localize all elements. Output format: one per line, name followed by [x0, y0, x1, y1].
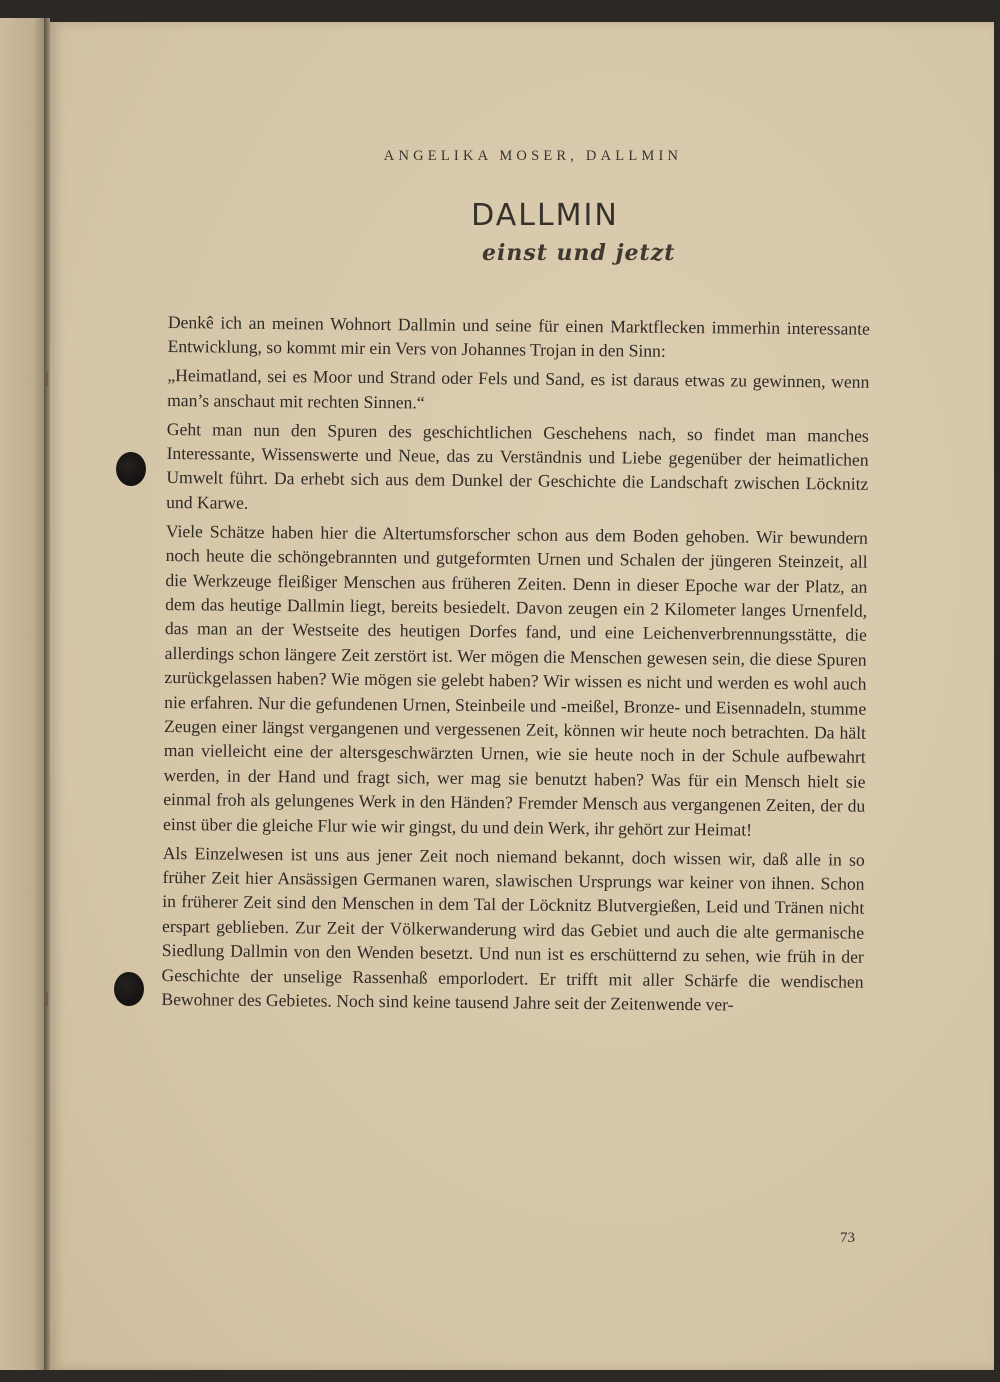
article-subtitle: einst und jetzt: [482, 240, 676, 266]
facing-page-edge: [0, 18, 48, 1370]
paragraph-germans: Als Einzelwesen ist uns aus jener Zeit noch niemand bekannt, doch wissen wir, daß alle in so früher Zeit hier Ansässigen Germanen waren, slawischen Ursprungs war keiner von ihnen. Schon in früherer Zeit sind den Menschen in dem Tal der Löcknitz Blutvergießen, Leid und Tränen nicht erspart geblieben. Zur Zeit der Völkerwanderung wird das Gebiet und auch die alte germanische Siedlung Dallmin von den Wenden besetzt. Und nun ist es erschütternd zu sehen, wie früh in der Geschichte der unselige Rassenhaß emporlodert. Er trifft mit aller Schärfe die wendischen Bewohner des Gebietes. Noch sind keine tausend Jahre seit der Zeitenwende ver-: [161, 842, 865, 1015]
punch-hole: [114, 972, 144, 1006]
book-page: [50, 22, 994, 1370]
paragraph-finds: Viele Schätze haben hier die Altertumsforscher schon aus dem Boden gehoben. Wir bewundern noch heute die schöngebrannten und gutgeformten Urnen und Schalen der jüngeren Steinzeit, all die Werkzeuge fleißiger Menschen aus früheren Zeiten. Denn in dieser Epoche war der Platz, an dem das heutige Dallmin liegt, bereits besiedelt. Davon zeugen ein 2 Kilometer langes Urnenfeld, das man an der Westseite des heutigen Dorfes fand, und eine Leichenverbrennungsstätte, die allerdings schon längere Zeit zerstört ist. Wer mögen die Menschen gewesen sein, die diese Spuren zurückgelassen haben? Wie mögen sie gelebt haben? Wir wissen es nicht und werden es wohl auch nie erfahren. Nur die gefundenen Urnen, Steinbeile und -meißel, Bronze- und Eisennadeln, stumme Zeugen einer längst vergangenen und vergessenen Zeit, können wir heute noch betrachten. Da hält man vielleicht eine der altersgeschwärzten Urnen, wie sie heute noch in der Schule aufbewahrt werden, in der Hand und fragt sich, wer mag sie benutzt haben? Was für ein Mensch hielt sie einmal froh als gelungenes Werk in den Händen? Fremder Mensch aus vergangenen Zeiten, der du einst über die gleiche Flur wie wir gingst, du und dein Werk, ihr gehört zur Heimat!: [162, 520, 868, 840]
running-head: ANGELIKA MOSER, DALLMIN: [383, 148, 683, 164]
punch-hole: [116, 452, 146, 486]
article-title: DALLMIN: [471, 198, 619, 233]
binding-thread: [45, 372, 48, 386]
paragraph-intro: Denkê ich an meinen Wohnort Dallmin und seine für einen Marktflecken immerhin interessante Entwicklung, so kommt mir ein Vers von Johannes Trojan in den Sinn:: [167, 311, 870, 362]
paragraph-quote: „Heimatland, sei es Moor und Strand oder Fels und Sand, es ist daraus etwas zu gewinnen, wenn man’s anschaut mit rechten Sinnen.“: [167, 365, 870, 413]
binding-thread: [45, 992, 48, 1006]
paragraph-history: Geht man nun den Spuren des geschichtlichen Geschehens nach, so findet man manches Interessante, Wissenswerte und Neue, das zu Verständnis und Liebe gegenüber der heimatlichen Umwelt führt. Da erhebt sich aus dem Dunkel der Geschichte die Landschaft zwischen Löcknitz und Karwe.: [166, 418, 869, 513]
article-body: [161, 310, 870, 1023]
page-number: 73: [840, 1230, 855, 1246]
